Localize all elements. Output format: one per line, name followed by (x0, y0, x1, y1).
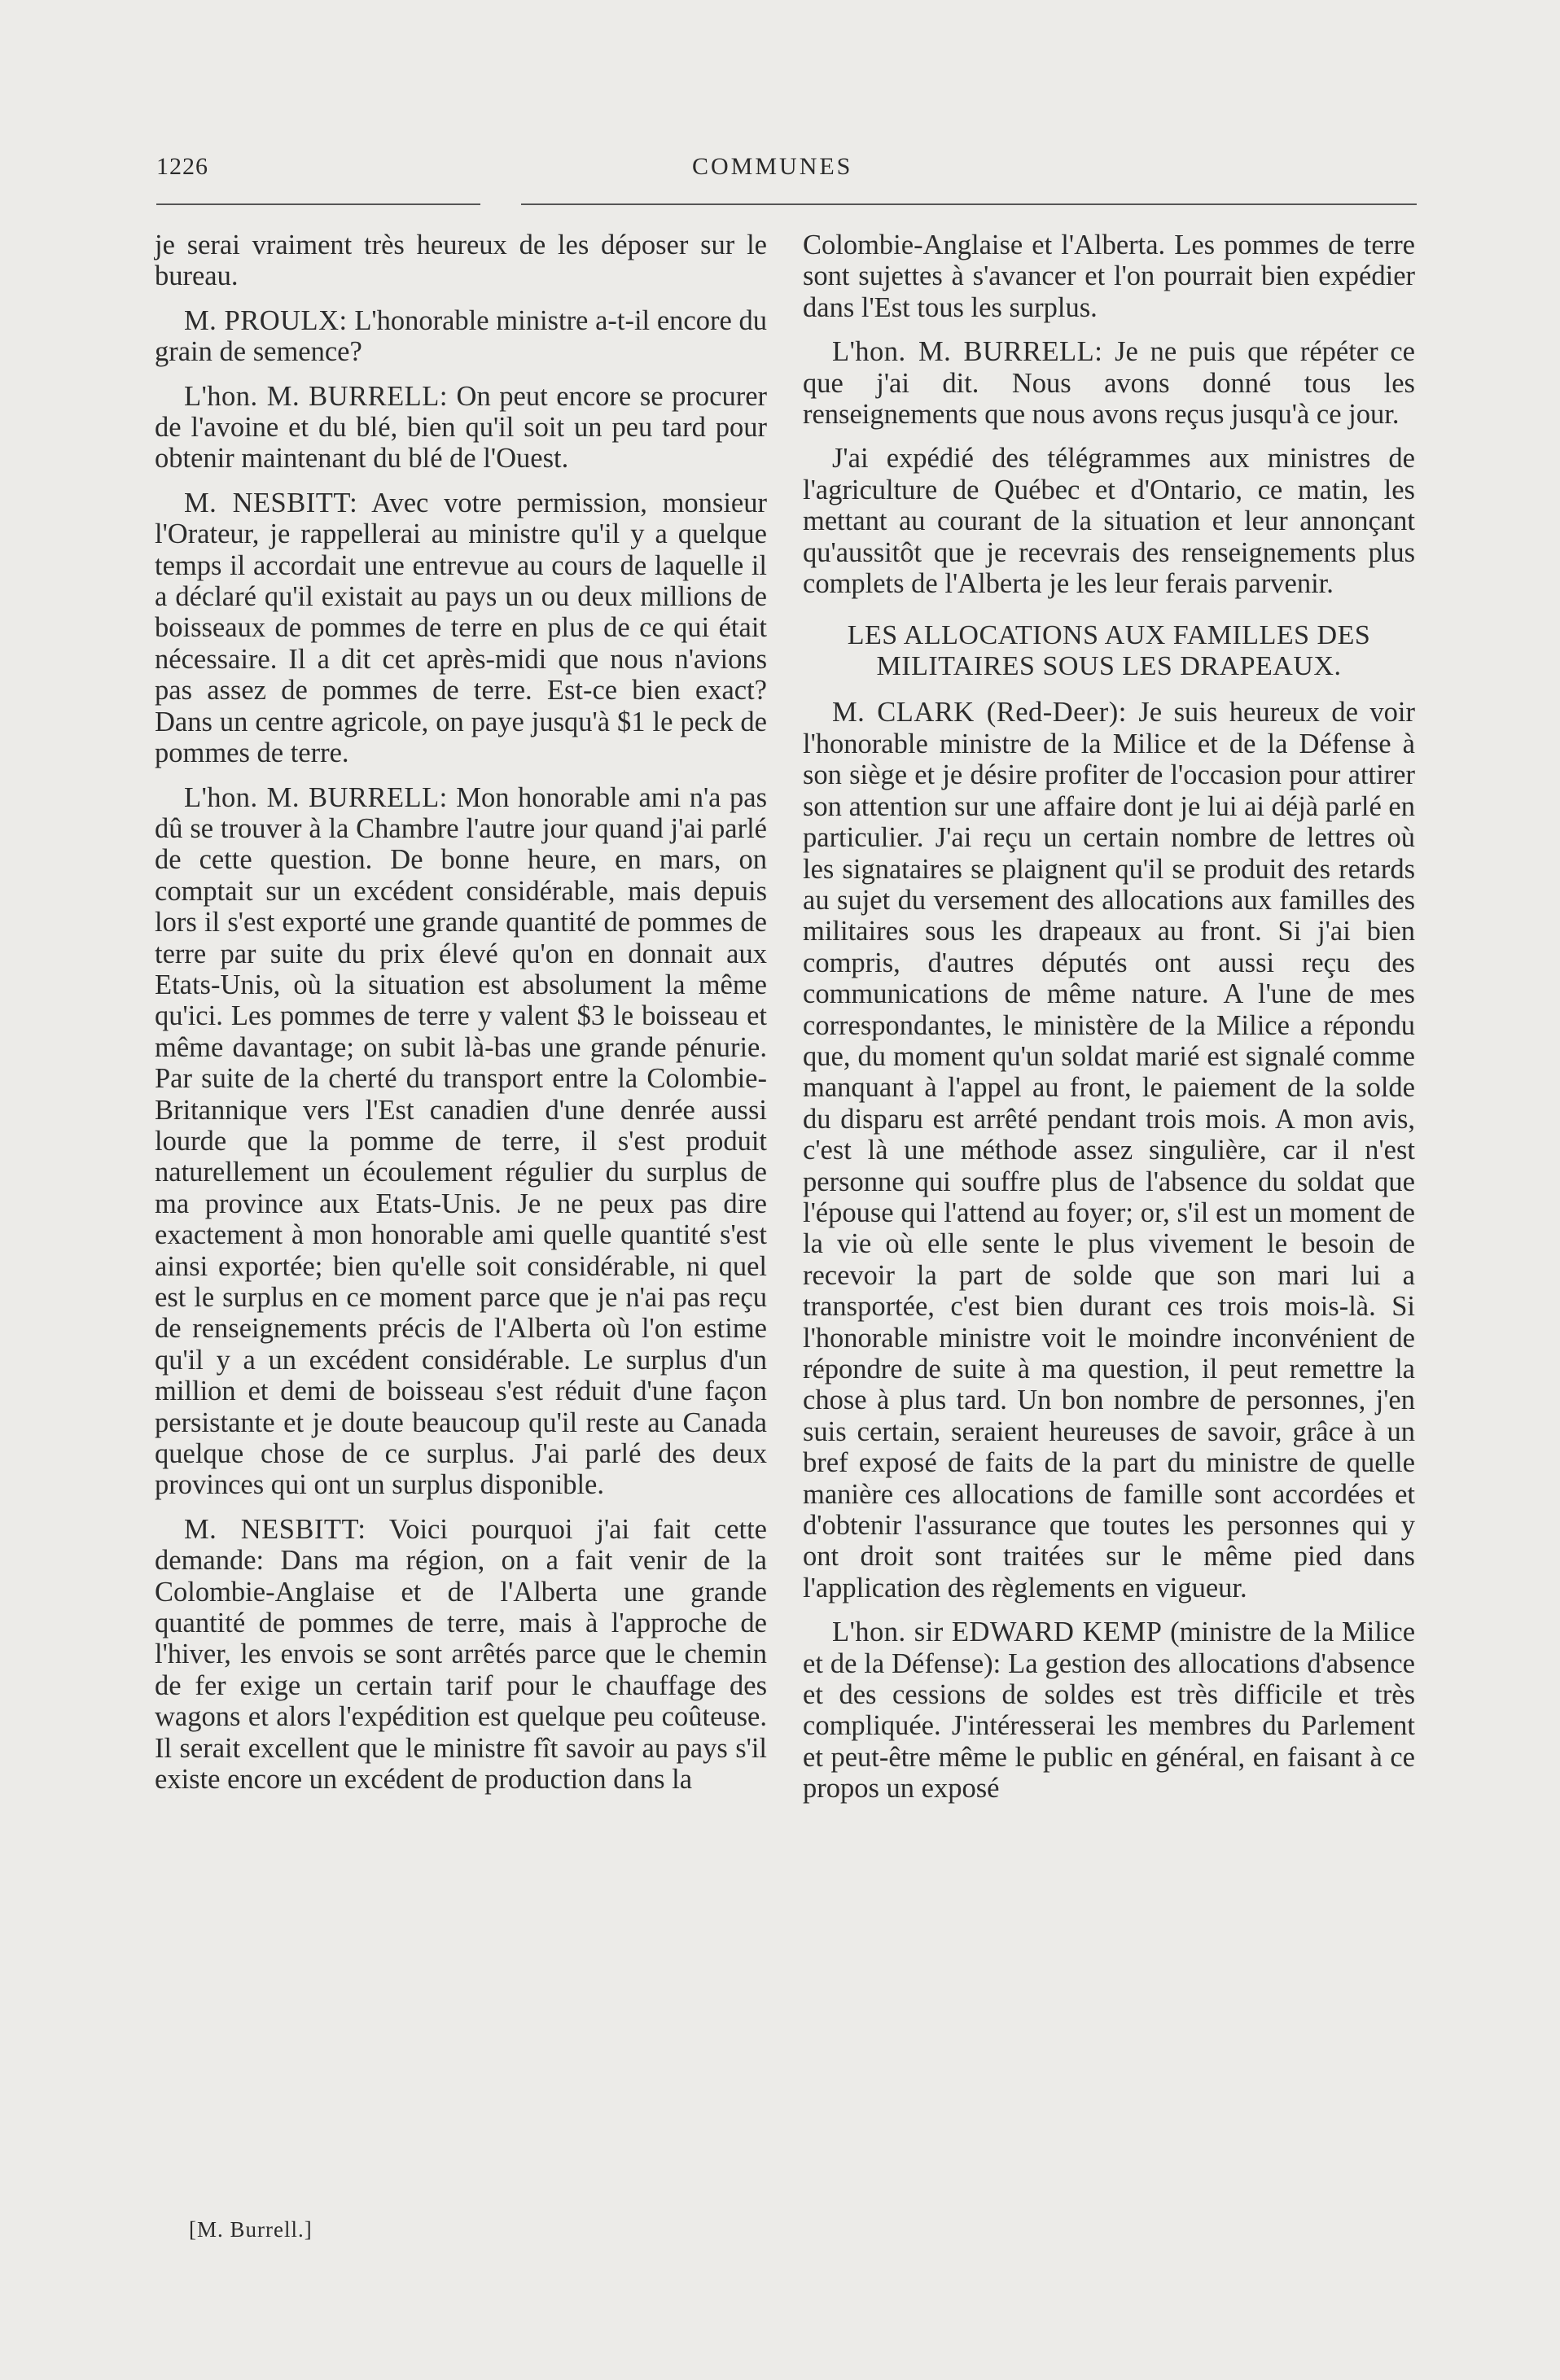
speaker-name: L'hon. M. BURRELL: (184, 380, 448, 412)
paragraph-text: Mon honorable ami n'a pas dû se trouver à la Chambre l'autre jour quand j'ai parlé de cette question. De bonne heure, en mars, on comptait sur un excédent considérable, mais depuis lors il s'est exporté une grande quantité de pommes de terre par suite du prix élevé qu'on en donnait aux Etats-Unis, où la situation est absolument la même qu'ici. Les pommes de terre y valent $3 le boisseau et même davantage; on subit là-bas une grande pénurie. Par suite de la cherté du transport entre la Colombie-Britannique vers l'Est canadien d'une denrée aussi lourde que la pomme de terre, il s'est produit naturellement un écoulement régulier du surplus de ma province aux Etats-Unis. Je ne peux pas dire exactement à mon honorable ami quelle quantité s'est ainsi exportée; bien qu'elle soit considérable, ni quel est le surplus en ce moment parce que je n'ai pas reçu de renseignements précis de l'Alberta où l'on estime qu'il y a un excédent considérable. Le surplus d'un million et demi de boisseau s'est réduit d'une façon persistante et je doute beaucoup qu'il reste au Canada quelque chose de ce surplus. J'ai parlé des deux provinces qui ont un surplus disponible. (155, 781, 767, 1501)
page-number: 1226 (156, 153, 208, 180)
paragraph (155, 782, 767, 1501)
paragraph (803, 1617, 1415, 1804)
speaker-name: M. CLARK (Red-Deer): (832, 697, 1127, 728)
header-rule-right (521, 203, 1417, 205)
speaker-name: L'hon. M. BURRELL: (184, 781, 448, 813)
paragraph (155, 488, 767, 769)
paragraph (803, 443, 1415, 599)
paragraph-text: On peut encore se procurer de l'avoine et du blé, bien qu'il soit un peu tard pour obtenir maintenant du blé de l'Ouest. (155, 380, 767, 475)
footer-speaker-note: [M. Burrell.] (189, 2217, 313, 2242)
paragraph-text: Je suis heureux de voir l'honorable ministre de la Milice et de la Défense à son siège et je désire profiter de l'occasion pour attirer son attention sur une affaire dont je lui ai déjà parlé en particulier. J'ai reçu un certain nombre de lettres où les signataires se plaignent qu'il se produit des retards au sujet du versement des allocations aux familles des militaires sous les drapeaux au front. Si j'ai bien compris, d'autres députés ont aussi reçu des communications de même nature. A l'une de mes correspondantes, le ministère de la Milice a répondu que, du moment qu'un soldat marié est signalé comme manquant à l'appel au front, le paiement de la solde du disparu est arrêté pendant trois mois. A mon avis, c'est là une méthode assez singulière, car il n'est personne qui souffre plus de l'absence du soldat que l'épouse qui l'attend au foyer; or, s'il est un moment de la vie où elle sente le plus vivement le besoin de recevoir la part de solde que son mari lui a transportée, c'est bien durant ces trois mois-là. Si l'honorable ministre voit le moindre inconvénient de répondre de suite à ma question, il peut remettre la chose à plus tard. Un bon nombre de personnes, j'en suis certain, seraient heureuses de savoir, grâce à un bref exposé de faits de la part du ministre de quelle manière ces allocations de famille sont accordées et d'obtenir l'assurance que toutes les personnes qui y ont droit sont traitées sur le même pied dans l'application des règlements en vigueur. (803, 697, 1415, 1603)
left-column (155, 230, 767, 1809)
running-title: COMMUNES (692, 153, 853, 180)
paragraph-text: Colombie-Anglaise et l'Alberta. Les pommes de terre sont sujettes à s'avancer et l'on pourrait bien expédier dans l'Est tous les surplus. (803, 230, 1415, 323)
paragraph-text: J'ai expédié des télégrammes aux ministres de l'agriculture de Québec et d'Ontario, ce matin, les mettant au courant de la situation et leur annonçant qu'aussitôt que je recevrais des renseignements plus complets de l'Alberta je les leur ferais parvenir. (803, 443, 1415, 600)
paragraph (803, 230, 1415, 323)
speaker-name: M. PROULX: (184, 304, 348, 336)
paragraph (803, 697, 1415, 1603)
section-heading: LES ALLOCATIONS AUX FAMILLES DES MILITAIRES SOUS LES DRAPEAUX. (847, 620, 1371, 682)
paragraph-text: Avec votre permission, monsieur l'Orateur, je rappellerai au ministre qu'il y a quelque temps il accordait une entrevue au cours de laquelle il a déclaré qu'il existait au pays un ou deux millions de boisseaux de pommes de terre en plus de ce qui était nécessaire. Il a dit cet après-midi que nous n'avions pas assez de pommes de terre. Est-ce bien exact? Dans un centre agricole, on paye jusqu'à $1 le peck de pommes de terre. (155, 487, 767, 769)
speaker-name: M. NESBITT: (184, 1513, 366, 1545)
paragraph-text: je serai vraiment très heureux de les déposer sur le bureau. (155, 230, 767, 292)
paragraph (155, 305, 767, 368)
speaker-name: L'hon. M. BURRELL: (832, 336, 1103, 368)
right-column-top (803, 230, 1415, 599)
paragraph (803, 336, 1415, 430)
paragraph-text: Voici pourquoi j'ai fait cette demande: Dans ma région, on a fait venir de la Colombie-Anglaise et de l'Alberta une grande quantité de pommes de terre, mais à l'approche de l'hiver, les envois se sont arrêtés parce que le chemin de fer exige un certain tarif pour le chauffage des wagons et alors l'expédition est quelque peu coûteuse. Il serait excellent que le ministre fît savoir au pays s'il existe encore un excédent de production dans la (155, 1513, 767, 1796)
paragraph (155, 1514, 767, 1796)
paragraph (155, 230, 767, 292)
paragraph-text: L'honorable ministre a-t-il encore du grain de semence? (155, 304, 767, 368)
speaker-name: L'hon. sir EDWARD KEMP (832, 1617, 1163, 1648)
paragraph (155, 381, 767, 475)
right-column (803, 230, 1415, 1818)
paragraph-text: Je ne puis que répéter ce que j'ai dit. Nous avons donné tous les renseignements que nous avons reçus jusqu'à ce jour. (803, 336, 1415, 431)
paragraph-text: (ministre de la Milice et de la Défense): La gestion des allocations d'absence et des cessions de soldes est très difficile et très compliquée. J'intéresserai les membres du Parlement et peut-être même le public en général, en faisant à ce propos un exposé (803, 1617, 1416, 1805)
right-column-bottom (803, 697, 1415, 1804)
speaker-name: M. NESBITT: (184, 487, 358, 518)
header-rule-left (156, 203, 480, 205)
